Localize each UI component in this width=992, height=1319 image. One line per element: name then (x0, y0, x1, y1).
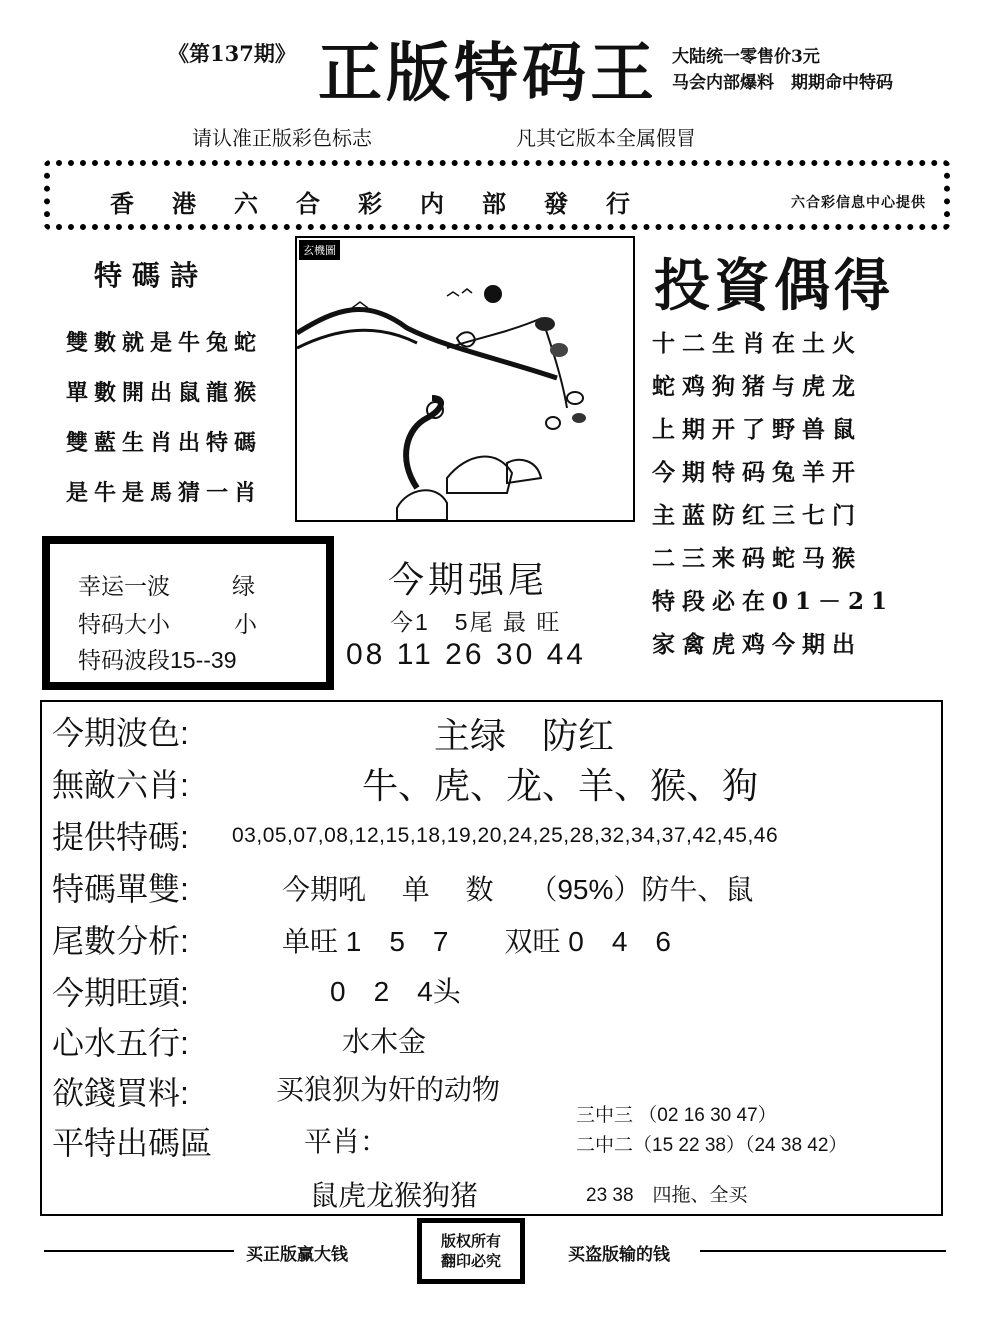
lucky-box (42, 536, 334, 690)
banner-sub: 六合彩信息中心提供 (791, 195, 926, 211)
tail-analysis-label: 尾數分析: (52, 923, 189, 959)
poem-line: 雙藍生肖出特碼 (66, 430, 263, 456)
flat-value: 平肖： (304, 1126, 389, 1157)
price-line-2: 马会内部爆料 期期命中特码 (672, 73, 893, 93)
head-label: 今期旺頭: (52, 975, 189, 1011)
invest-title: 投資偶得 (654, 253, 894, 319)
flat-label: 平特出碼區 (52, 1125, 213, 1161)
wave-label: 今期波色: (52, 715, 189, 751)
auth-left: 请认准正版彩色标志 (192, 126, 372, 150)
poem-title: 特碼詩 (94, 259, 209, 292)
footer-divider-right (700, 1250, 946, 1252)
invest-line: 特段必在01－21 (652, 588, 895, 615)
footer-right-text: 买盗版输的钱 (568, 1245, 670, 1265)
poem-line: 雙數就是牛兔蛇 (66, 330, 263, 356)
banner-text: 香港六合彩内部發行 (110, 189, 668, 218)
issuer-banner (44, 160, 950, 230)
lucky-row-value: 小 (234, 611, 257, 637)
invest-line: 十二生肖在土火 (652, 330, 862, 357)
price-info (672, 44, 893, 96)
footer-divider-left (44, 1250, 234, 1252)
poem-line: 是牛是馬猜一肖 (66, 480, 263, 506)
wave-value: 主绿 防红 (434, 715, 615, 756)
lucky-row (78, 606, 257, 639)
buy-label: 欲錢買料: (52, 1075, 189, 1111)
tail-analysis-value: 单旺 1 5 7 双旺 0 4 6 (282, 926, 671, 957)
two-in-two: 二中二（15 22 38）（24 38 42） (576, 1135, 848, 1156)
strong-tail-sub: 今1 5尾 最 旺 (390, 609, 562, 635)
head-value: 0 2 4头 (330, 976, 461, 1007)
page-title: 正版特码王 (318, 36, 658, 111)
invest-line: 二三来码蛇马猴 (652, 545, 862, 572)
five-elements-value: 水木金 (342, 1026, 427, 1057)
five-elements-label: 心水五行: (52, 1025, 189, 1061)
lucky-row (78, 568, 255, 601)
invest-line: 主蓝防红三七门 (652, 502, 862, 529)
invest-line: 蛇鸡狗猪与虎龙 (652, 373, 862, 400)
lucky-row-label: 幸运一波 (78, 573, 170, 599)
buy-value: 买狼狈为奸的动物 (276, 1074, 501, 1105)
invest-line: 上期开了野兽鼠 (652, 416, 862, 443)
lucky-row-value: 15--39 (170, 647, 237, 673)
strong-tail-numbers: 08 11 26 30 44 (346, 638, 586, 671)
footer-left-text: 买正版赢大钱 (246, 1245, 348, 1265)
strong-tail-title: 今期强尾 (388, 559, 549, 600)
stamp-line-1: 版权所有 (440, 1232, 501, 1250)
flat-zodiac: 鼠虎龙猴狗猪 (310, 1180, 479, 1211)
issue-number: 《第137期》 (168, 41, 296, 66)
lucky-row-label: 特码波段 (78, 647, 170, 673)
stamp-line-2: 翻印必究 (440, 1252, 501, 1270)
price-line-1: 大陆统一零售价3元 (672, 47, 820, 67)
lucky-row-label: 特码大小 (78, 611, 170, 637)
auth-right: 凡其它版本全属假冒 (516, 126, 696, 150)
codes-label: 提供特碼: (52, 819, 189, 855)
four-drag: 23 38 四拖、全买 (586, 1185, 748, 1206)
three-in-three: 三中三 （02 16 30 47） (576, 1105, 777, 1126)
prediction-box (40, 700, 943, 1216)
invest-lines (652, 322, 894, 666)
poem-lines (66, 318, 262, 518)
odd-even-value: 今期吼 单 数 （95%）防牛、鼠 (282, 874, 754, 905)
odd-even-label: 特碼單雙: (52, 871, 189, 907)
invest-line: 家禽虎鸡今期出 (652, 631, 862, 658)
copyright-stamp (417, 1218, 525, 1284)
branch-snake-illustration (297, 238, 633, 520)
lucky-row-value: 绿 (232, 573, 255, 599)
poem-line: 單數開出鼠龍猴 (66, 380, 263, 406)
invest-line: 今期特码兔羊开 (652, 459, 862, 486)
lucky-row (78, 642, 236, 675)
picture-tag: 玄機圖 (299, 240, 340, 260)
six-zodiac-value: 牛、虎、龙、羊、猴、狗 (362, 765, 759, 806)
codes-value: 03,05,07,08,12,15,18,19,20,24,25,28,32,34,37,42,45,46 (232, 824, 779, 847)
riddle-picture (295, 236, 635, 522)
six-zodiac-label: 無敵六肖: (52, 767, 189, 803)
